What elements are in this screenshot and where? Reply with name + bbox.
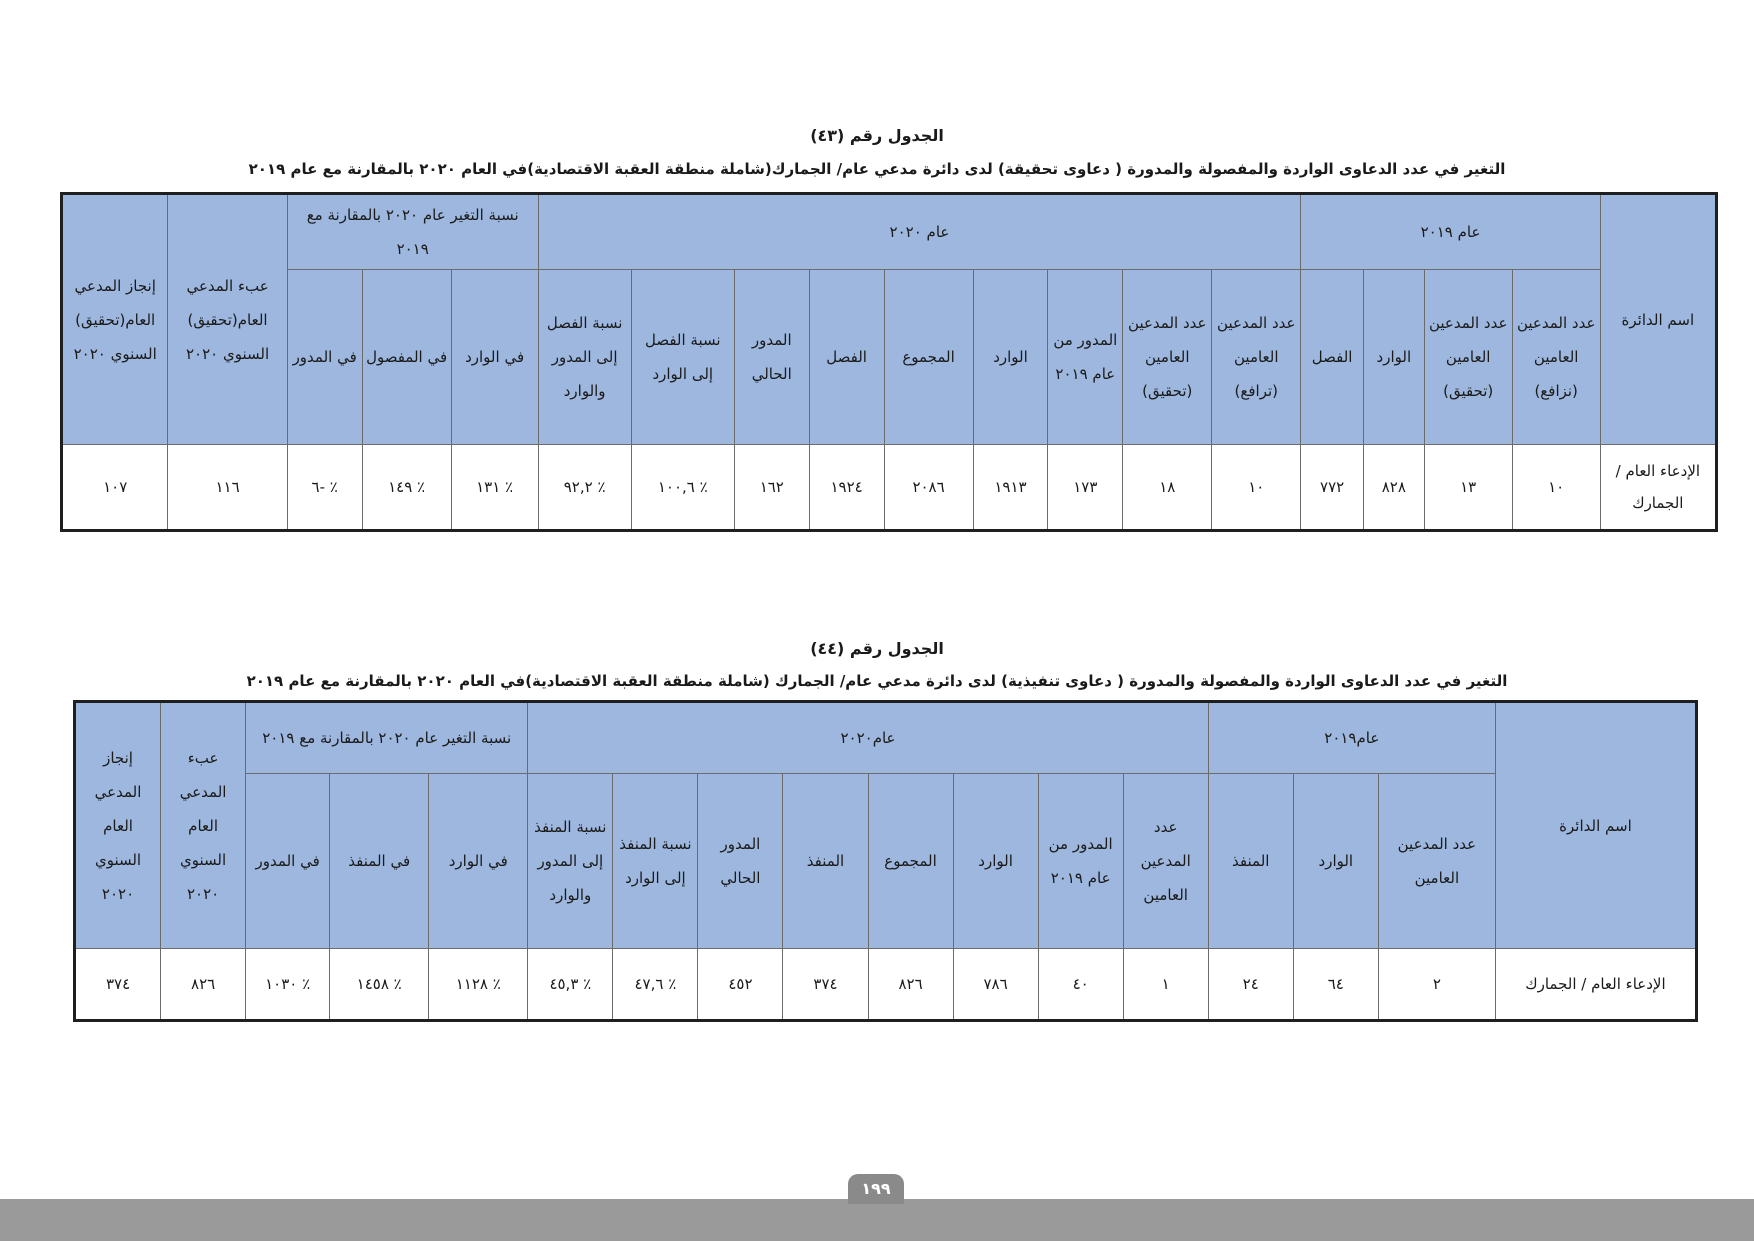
table-cell: ٤٠ bbox=[1038, 949, 1123, 1020]
table-43-title: التغير في عدد الدعاوى الواردة والمفصولة والمدورة ( دعاوى تحقيقة) لدى دائرة مدعي عام/ الجمارك(شاملة منطقة العقبة الاقتصادية)في العام ٢٠٢٠ بالمقارنة مع عام ٢٠١٩ bbox=[248, 160, 1506, 178]
header-year-2019: عام٢٠١٩ bbox=[1208, 703, 1495, 774]
header-change: نسبة التغير عام ٢٠٢٠ بالمقارنة مع ٢٠١٩ bbox=[246, 703, 528, 774]
table-cell: ٨٢٦ bbox=[161, 949, 246, 1020]
cell-dept: الإدعاء العام / الجمارك bbox=[1495, 949, 1695, 1020]
header-burden: عبء المدعي العام(تحقيق) السنوي ٢٠٢٠ bbox=[168, 195, 287, 445]
table-row bbox=[63, 445, 1716, 530]
subheader-2020: عدد المدعين العامين (تحقيق) bbox=[1123, 270, 1212, 445]
table-cell: ١٠ bbox=[1212, 445, 1301, 530]
subheader-2020: نسبة الفصل إلى الوارد bbox=[631, 270, 734, 445]
table-cell: ٦٤ bbox=[1293, 949, 1378, 1020]
table-cell: ٨٢٦ bbox=[868, 949, 953, 1020]
table-cell: ٪ ٩٢,٢ bbox=[538, 445, 631, 530]
table-cell: ٢٤ bbox=[1208, 949, 1293, 1020]
subheader-2020: الوارد bbox=[953, 774, 1038, 949]
table-cell: ٧٨٦ bbox=[953, 949, 1038, 1020]
table-cell: ٧٧٢ bbox=[1301, 445, 1364, 530]
subheader-2020: الوارد bbox=[973, 270, 1048, 445]
table-cell: ١٨ bbox=[1123, 445, 1212, 530]
cell-dept: الإدعاء العام / الجمارك bbox=[1600, 445, 1715, 530]
header-dept: اسم الدائرة bbox=[1600, 195, 1715, 445]
table-cell: ٪ ٤٧,٦ bbox=[613, 949, 698, 1020]
table-cell: ٪ ١٤٩ bbox=[362, 445, 451, 530]
subheader-2019: المنفذ bbox=[1208, 774, 1293, 949]
subheader-2019: الوارد bbox=[1293, 774, 1378, 949]
subheader-2020: المجموع bbox=[884, 270, 973, 445]
subheader-2020: المدور من عام ٢٠١٩ bbox=[1038, 774, 1123, 949]
table-cell: ١٩١٣ bbox=[973, 445, 1048, 530]
table-cell: ٨٢٨ bbox=[1364, 445, 1425, 530]
header-year-2019: عام ٢٠١٩ bbox=[1301, 195, 1600, 270]
table-cell: ١٩٢٤ bbox=[809, 445, 884, 530]
subheader-2020: المدور من عام ٢٠١٩ bbox=[1048, 270, 1123, 445]
table-43 bbox=[62, 194, 1716, 530]
table-cell: ١٠ bbox=[1512, 445, 1600, 530]
subheader-2020: المدور الحالي bbox=[698, 774, 783, 949]
subheader-2020: نسبة الفصل إلى المدور والوارد bbox=[538, 270, 631, 445]
page-number: ١٩٩ bbox=[848, 1174, 904, 1204]
table-cell: ٪ ١٣١ bbox=[451, 445, 538, 530]
header-change: نسبة التغير عام ٢٠٢٠ بالمقارنة مع ٢٠١٩ bbox=[287, 195, 538, 270]
header-achievement: إنجاز المدعي العام(تحقيق) السنوي ٢٠٢٠ bbox=[63, 195, 168, 445]
table-cell: ١٧٣ bbox=[1048, 445, 1123, 530]
table-cell: ٪ ١٤٥٨ bbox=[330, 949, 429, 1020]
header-burden: عبء المدعي العام السنوي ٢٠٢٠ bbox=[161, 703, 246, 949]
table-cell: ٪ ٤٥,٣ bbox=[528, 949, 613, 1020]
subheader-2020: عدد المدعين العامين (ترافع) bbox=[1212, 270, 1301, 445]
table-row bbox=[76, 949, 1696, 1020]
subheader-change: في المدور bbox=[246, 774, 330, 949]
subheader-2020: المدور الحالي bbox=[734, 270, 809, 445]
subheader-change: في الوارد bbox=[451, 270, 538, 445]
subheader-change: في المدور bbox=[287, 270, 362, 445]
table-cell: ٪ ١١٢٨ bbox=[429, 949, 528, 1020]
header-achievement: إنجاز المدعي العام السنوي ٢٠٢٠ bbox=[76, 703, 161, 949]
table-43-number: الجدول رقم (٤٣) bbox=[810, 126, 944, 145]
header-year-2020: عام٢٠٢٠ bbox=[528, 703, 1208, 774]
table-cell: ١١٦ bbox=[168, 445, 287, 530]
subheader-2019: الفصل bbox=[1301, 270, 1364, 445]
table-cell: ٣٧٤ bbox=[76, 949, 161, 1020]
footer-bar bbox=[0, 1199, 1754, 1241]
subheader-2020: عدد المدعين العامين bbox=[1123, 774, 1208, 949]
table-44-number: الجدول رقم (٤٤) bbox=[810, 639, 944, 658]
subheader-2019: عدد المدعين العامين bbox=[1378, 774, 1495, 949]
subheader-2020: نسبة المنفذ إلى المدور والوارد bbox=[528, 774, 613, 949]
table-cell: ٪ ١٠٠,٦ bbox=[631, 445, 734, 530]
table-cell: ٤٥٢ bbox=[698, 949, 783, 1020]
subheader-2020: المنفذ bbox=[783, 774, 868, 949]
subheader-2020: الفصل bbox=[809, 270, 884, 445]
subheader-2020: المجموع bbox=[868, 774, 953, 949]
table-cell: ٢ bbox=[1378, 949, 1495, 1020]
header-year-2020: عام ٢٠٢٠ bbox=[538, 195, 1301, 270]
table-44-title: التغير في عدد الدعاوى الواردة والمفصولة والمدورة ( دعاوى تنفيذية) لدى دائرة مدعي عام/ الجمارك (شاملة منطقة العقبة الاقتصادية)في العام ٢٠٢٠ بالمقارنة مع عام ٢٠١٩ bbox=[246, 672, 1508, 690]
subheader-2020: نسبة المنفذ إلى الوارد bbox=[613, 774, 698, 949]
subheader-2019: الوارد bbox=[1364, 270, 1425, 445]
table-cell: ١٠٧ bbox=[63, 445, 168, 530]
table-cell: ٢٠٨٦ bbox=[884, 445, 973, 530]
table-cell: ١٣ bbox=[1424, 445, 1512, 530]
subheader-change: في المفصول bbox=[362, 270, 451, 445]
subheader-2019: عدد المدعين العامين (تحقيق) bbox=[1424, 270, 1512, 445]
table-cell: ١ bbox=[1123, 949, 1208, 1020]
subheader-change: في الوارد bbox=[429, 774, 528, 949]
table-44 bbox=[75, 702, 1696, 1020]
table-cell: ٪ ١٠٣٠ bbox=[246, 949, 330, 1020]
table-cell: ١٦٢ bbox=[734, 445, 809, 530]
subheader-change: في المنفذ bbox=[330, 774, 429, 949]
table-cell: ٪ -٦ bbox=[287, 445, 362, 530]
table-cell: ٣٧٤ bbox=[783, 949, 868, 1020]
subheader-2019: عدد المدعين العامين (نزافع) bbox=[1512, 270, 1600, 445]
header-dept: اسم الدائرة bbox=[1495, 703, 1695, 949]
